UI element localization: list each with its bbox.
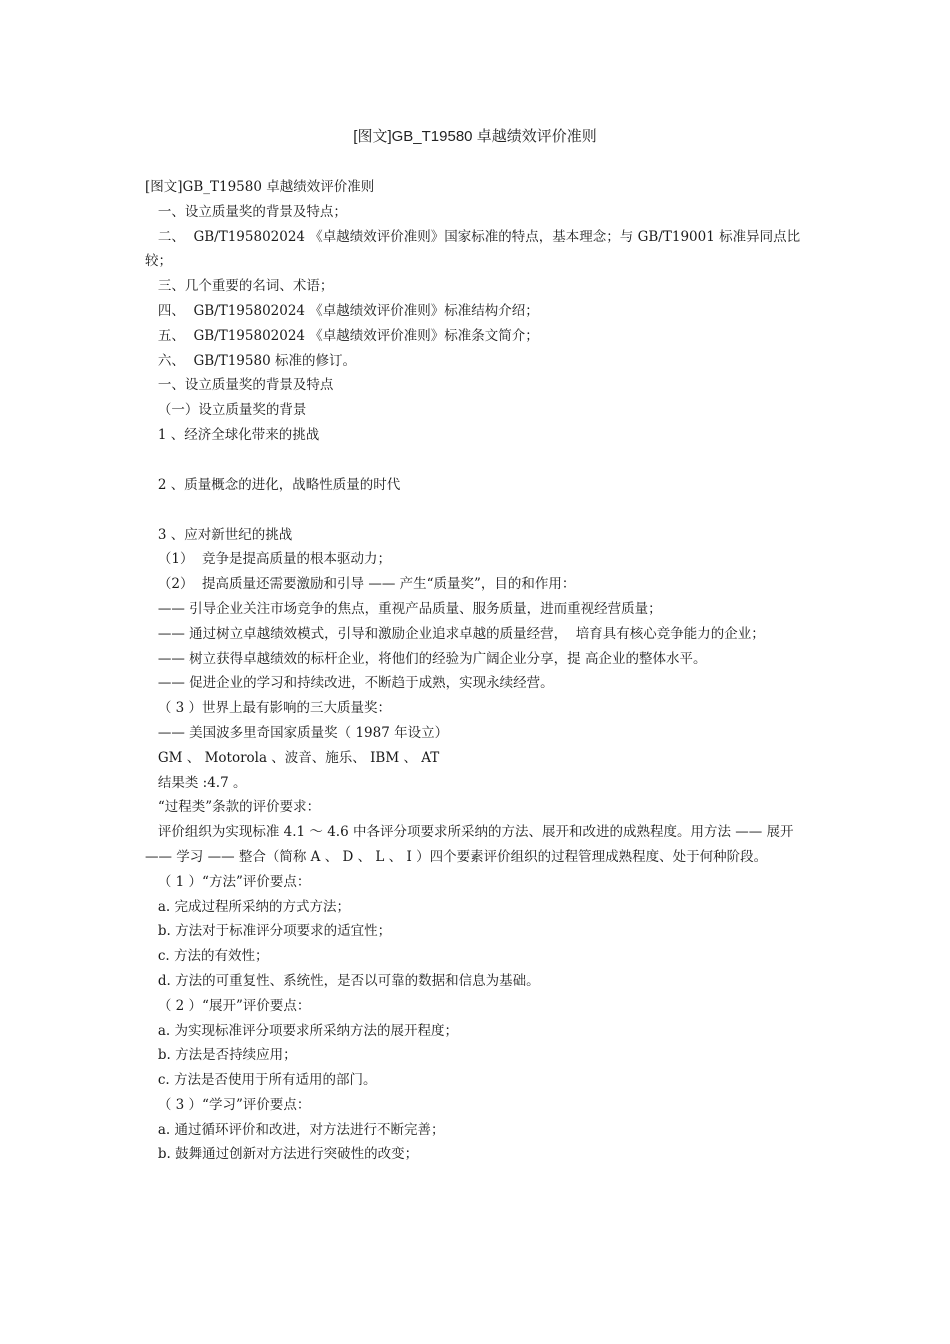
text-line: [图文]GB_T19580 卓越绩效评价准则 xyxy=(145,179,375,195)
text-line: d. 方法的可重复性、系统性，是否以可靠的数据和信息为基础。 xyxy=(145,972,540,989)
blank-line xyxy=(145,498,810,523)
text-line: 六、 GB/T19580 标准的修订。 xyxy=(145,352,356,369)
text-line: （1） 竞争是提高质量的根本驱动力； xyxy=(145,551,392,568)
document-body xyxy=(145,175,810,1167)
text-line: （ 2 ）“展开”评价要点： xyxy=(145,997,311,1014)
text-line: 五、 GB/T195802024 《卓越绩效评价准则》标准条文简介； xyxy=(145,327,539,344)
text-line: —— 树立获得卓越绩效的标杆企业，将他们的经验为广阔企业分享，提 高企业的整体水平。 xyxy=(145,650,707,667)
text-line: 2 、质量概念的进化，战略性质量的时代 xyxy=(145,476,401,493)
text-line: a. 为实现标准评分项要求所采纳方法的展开程度； xyxy=(145,1022,459,1039)
text-line: —— 通过树立卓越绩效模式，引导和激励企业追求卓越的质量经营， 培育具有核心竞争能力的企业； xyxy=(145,625,765,642)
text-line: 二、 GB/T195802024 《卓越绩效评价准则》国家标准的特点，基本理念；与 GB/T19001 标准异同点比较； xyxy=(145,228,801,270)
text-line: 四、 GB/T195802024 《卓越绩效评价准则》标准结构介绍； xyxy=(145,302,539,319)
text-line: GM 、 Motorola 、波音、施乐、 IBM 、 AT xyxy=(145,749,440,766)
text-line: c. 方法是否使用于所有适用的部门。 xyxy=(145,1072,377,1089)
text-line: 3 、应对新世纪的挑战 xyxy=(145,526,293,543)
text-line: 1 、经济全球化带来的挑战 xyxy=(145,426,320,443)
text-line: b. 鼓舞通过创新对方法进行突破性的改变； xyxy=(145,1146,419,1163)
text-line: 结果类 :4.7 。 xyxy=(145,774,247,791)
text-line: a. 通过循环评价和改进，对方法进行不断完善； xyxy=(145,1121,445,1138)
text-line: 三、几个重要的名词、术语； xyxy=(145,278,334,295)
text-line: b. 方法对于标准评分项要求的适宜性； xyxy=(145,923,392,940)
text-line: （一）设立质量奖的背景 xyxy=(145,402,307,419)
text-line: a. 完成过程所采纳的方式方法； xyxy=(145,898,351,915)
text-line: —— 美国波多里奇国家质量奖（ 1987 年设立） xyxy=(145,724,449,741)
text-line: “过程类”条款的评价要求： xyxy=(145,799,321,816)
text-line: —— 引导企业关注市场竞争的焦点，重视产品质量、服务质量，进而重视经营质量； xyxy=(145,600,662,617)
text-line: c. 方法的有效性； xyxy=(145,948,269,965)
blank-line xyxy=(145,448,810,473)
text-line: b. 方法是否持续应用； xyxy=(145,1047,297,1064)
text-line: （ 3 ）世界上最有影响的三大质量奖： xyxy=(145,700,392,717)
text-line: （ 3 ）“学习”评价要点： xyxy=(145,1096,311,1113)
text-line: 一、设立质量奖的背景及特点； xyxy=(145,203,347,220)
text-line: （ 1 ）“方法”评价要点： xyxy=(145,873,311,890)
text-line: 评价组织为实现标准 4.1 ～ 4.6 中各评分项要求所采纳的方法、展开和改进的成熟程度。用方法 —— 展开 —— 学习 —— 整合（简称 A 、 D 、 L 、 I ）四个要素评价组织的过程管理成熟程度、处于何种阶段。 xyxy=(145,824,798,865)
text-line: —— 促进企业的学习和持续改进，不断趋于成熟，实现永续经营。 xyxy=(145,675,554,692)
text-line: 一、设立质量奖的背景及特点 xyxy=(145,377,334,394)
text-line: （2） 提高质量还需要激励和引导 —— 产生“质量奖”，目的和作用： xyxy=(145,576,576,593)
document-title: [图文]GB_T19580 卓越绩效评价准则 xyxy=(353,128,597,145)
